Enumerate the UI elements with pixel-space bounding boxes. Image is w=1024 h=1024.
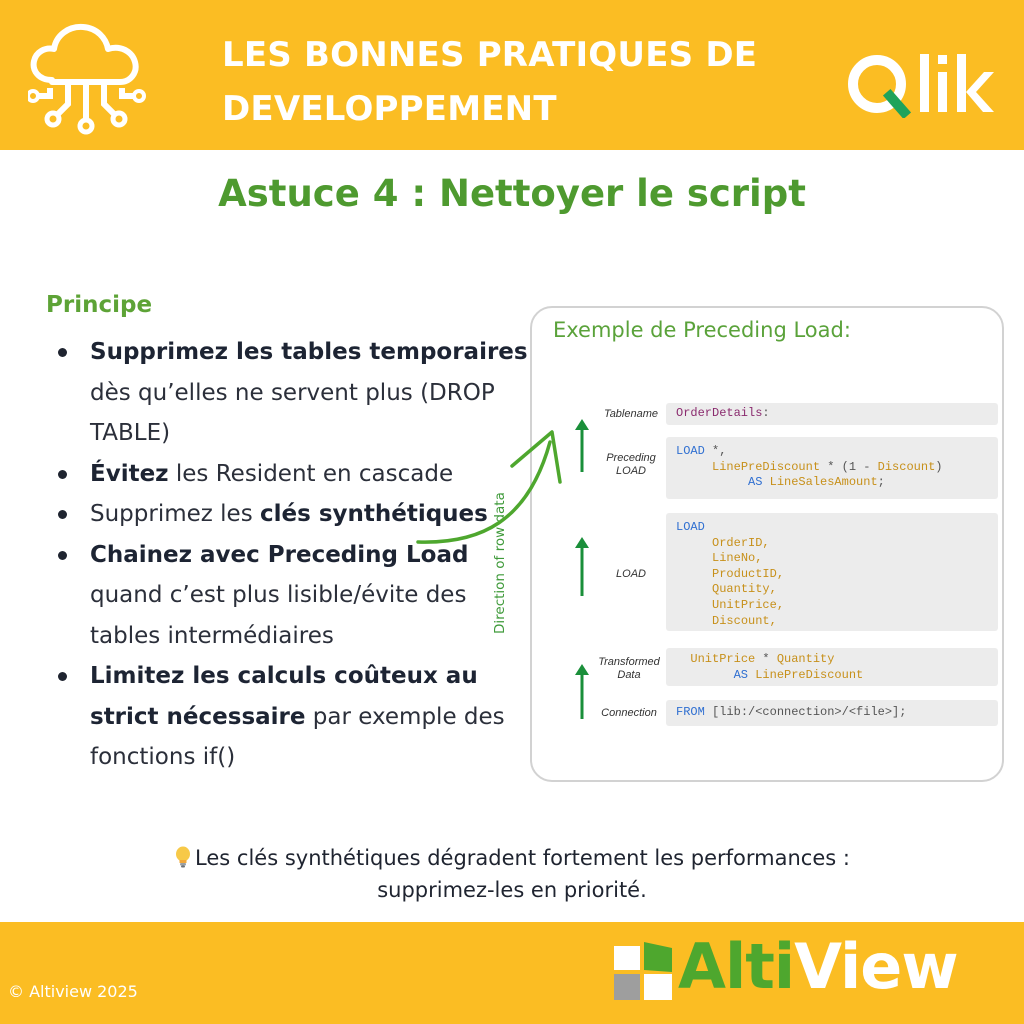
header-title-line2: DEVELOPPEMENT — [222, 89, 557, 129]
list-item — [58, 656, 528, 778]
code-keyword: AS — [733, 667, 749, 682]
code-field: LineNo, — [712, 551, 763, 566]
code-connection — [666, 700, 998, 726]
row-label-connection: Connection — [601, 707, 657, 719]
code-field: LinePreDiscount — [712, 459, 821, 474]
header-title-line1: LES BONNES PRATIQUES DE — [222, 35, 758, 75]
tip-text — [0, 842, 1024, 906]
brand-alti: Alti — [678, 930, 795, 1003]
principle-heading: Principe — [46, 292, 153, 318]
up-arrow-icon — [574, 418, 590, 474]
direction-label: Direction of row data — [492, 492, 508, 634]
code-field: UnitPrice, — [712, 597, 785, 612]
code-field: LinePreDiscount — [755, 667, 864, 682]
curved-arrow-icon — [410, 420, 570, 560]
bullet-dot-icon — [58, 672, 67, 681]
code-field: UnitPrice — [690, 652, 756, 666]
preceding-load-example-card — [530, 306, 1004, 782]
code-field: Discount — [877, 459, 936, 474]
code-preceding-load — [666, 437, 998, 499]
code-transformed — [666, 648, 998, 686]
bullet-text: quand c’est plus lisible/évite des tables intermédiaires — [90, 582, 467, 649]
bullet-text: les Resident en cascade — [168, 460, 454, 487]
code-token: * (1 - — [820, 459, 878, 474]
bullet-bold-text: Chainez avec Preceding Load — [90, 541, 469, 568]
code-token: [lib:/<connection>/<file>]; — [704, 705, 907, 719]
row-label-line: Transformed — [598, 656, 660, 668]
code-token: ; — [877, 475, 885, 490]
footer-banner — [0, 922, 1024, 1024]
code-token: * — [755, 652, 777, 666]
code-field: Quantity — [776, 652, 835, 666]
code-colon: : — [762, 406, 770, 420]
code-keyword: AS — [748, 475, 763, 490]
bullet-text: dès qu’elles ne servent plus (DROP TABLE) — [90, 379, 495, 446]
row-label-tablename: Tablename — [603, 408, 659, 420]
qlik-logo — [846, 50, 994, 118]
up-arrow-icon — [574, 536, 590, 598]
altiview-logo-mark — [614, 942, 672, 1000]
copyright-text: © Altiview 2025 — [8, 982, 138, 1001]
header-title — [222, 28, 822, 136]
code-keyword: LOAD — [676, 520, 705, 534]
row-label-transformed — [592, 656, 666, 682]
row-label-line: LOAD — [616, 465, 646, 477]
row-label-line: Preceding — [606, 452, 656, 464]
code-field: OrderID, — [712, 535, 770, 550]
cloud-network-icon — [28, 18, 146, 136]
up-arrow-icon — [574, 663, 590, 721]
code-load — [666, 513, 998, 631]
code-token: ) — [935, 459, 943, 474]
code-keyword: LOAD — [676, 444, 705, 458]
code-field: Discount, — [712, 613, 777, 628]
code-field: LineSalesAmount — [769, 475, 878, 490]
bullet-text: Supprimez les — [90, 501, 260, 527]
brand-view: View — [794, 930, 958, 1003]
bullet-dot-icon — [58, 551, 67, 560]
section-title: Astuce 4 : Nettoyer le script — [218, 172, 806, 215]
code-field: Quantity, — [712, 582, 777, 597]
code-tablename — [666, 403, 998, 425]
bullet-bold-text: clés synthétiques — [260, 501, 488, 527]
bullet-bold-text: Évitez — [90, 460, 169, 487]
code-table-name: OrderDetails — [676, 406, 763, 420]
example-title: Exemple de Preceding Load: — [553, 318, 851, 342]
row-label-preceding — [598, 452, 664, 478]
bullet-bold-text: Limitez les calculs coûteux au strict nécessaire — [90, 663, 478, 730]
bullet-dot-icon — [58, 348, 67, 357]
bullet-text: par exemple des fonctions if() — [90, 703, 505, 770]
bullet-bold-text: Supprimez les tables temporaires — [90, 339, 528, 365]
header-banner — [0, 0, 1024, 150]
altiview-logo-text — [678, 930, 958, 1004]
code-keyword: FROM — [676, 705, 705, 719]
lightbulb-icon — [174, 846, 192, 868]
code-token: *, — [704, 444, 727, 458]
bullet-dot-icon — [58, 510, 67, 519]
tip-line1-text: Les clés synthétiques dégradent fortement les performances : — [195, 846, 850, 870]
row-label-load: LOAD — [616, 568, 646, 580]
tip-line1 — [0, 842, 1024, 874]
bullet-dot-icon — [58, 470, 67, 479]
row-label-line: Data — [617, 669, 641, 681]
tip-line2: supprimez-les en priorité. — [377, 878, 647, 902]
code-field: ProductID, — [712, 566, 785, 581]
